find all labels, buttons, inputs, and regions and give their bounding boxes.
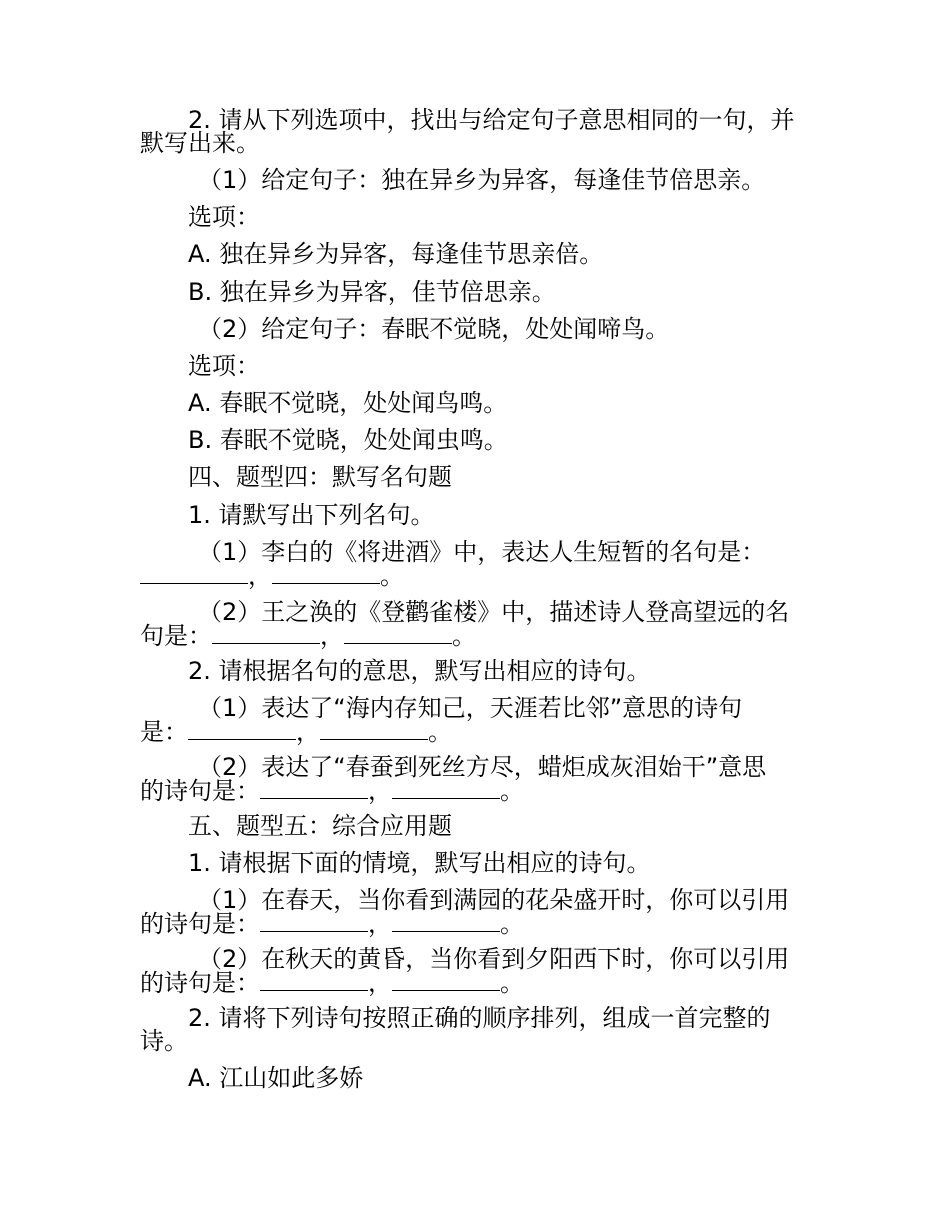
answer-blank[interactable] (188, 719, 296, 740)
section-4-q1: 1. 请默写出下列名句。 (188, 501, 435, 529)
option-b: B. 独在异乡为异客，佳节倍思亲。 (188, 278, 556, 306)
answer-blank[interactable] (320, 719, 428, 740)
section-5-q2: 2. 请将下列诗句按照正确的顺序排列，组成一首完整的 (188, 1004, 771, 1032)
options-label: 选项： (188, 352, 260, 380)
answer-blank[interactable] (272, 563, 380, 584)
answer-blank[interactable] (392, 911, 500, 932)
answer-blank[interactable] (212, 623, 320, 644)
question-2-2-given: （2）给定句子：春眠不觉晓，处处闻啼鸟。 (198, 315, 670, 343)
option-b: B. 春眠不觉晓，处处闻虫鸣。 (188, 426, 508, 454)
section-5-title: 五、题型五：综合应用题 (188, 812, 452, 840)
answer-blank-line: 的诗句是： ， 。 (140, 777, 524, 805)
section-4-q2: 2. 请根据名句的意思，默写出相应的诗句。 (188, 657, 651, 685)
section-4-title: 四、题型四：默写名句题 (188, 463, 452, 491)
option-a: A. 春眠不觉晓，处处闻鸟鸣。 (188, 389, 508, 417)
answer-blank[interactable] (344, 623, 452, 644)
question-2-heading: 2. 请从下列选项中，找出与给定句子意思相同的一句，并 (188, 106, 795, 134)
section-5-q2-cont: 诗。 (140, 1027, 188, 1055)
section-5-q1: 1. 请根据下面的情境，默写出相应的诗句。 (188, 849, 651, 877)
question-2-heading-cont: 默写出来。 (140, 129, 260, 157)
answer-blank[interactable] (140, 563, 248, 584)
section-4-q2-2: （2）表达了“春蚕到死丝方尽，蜡炬成灰泪始干”意思 (198, 753, 767, 781)
section-4-q2-1: （1）表达了“海内存知己，天涯若比邻”意思的诗句 (198, 694, 743, 722)
section-4-q1-1: （1）李白的《将进酒》中，表达人生短暂的名句是： (198, 538, 766, 566)
arrange-option-a: A. 江山如此多娇 (188, 1064, 364, 1092)
section-4-q1-2: （2）王之涣的《登鹳雀楼》中，描述诗人登高望远的名 (198, 598, 790, 626)
answer-blank-line: 的诗句是： ， 。 (140, 910, 524, 938)
answer-blank-line: 句是： ， 。 (140, 622, 476, 650)
answer-blank[interactable] (260, 911, 368, 932)
answer-blank[interactable] (260, 970, 368, 991)
section-5-q1-1: （1）在春天，当你看到满园的花朵盛开时，你可以引用 (198, 886, 790, 914)
answer-blank[interactable] (260, 778, 368, 799)
answer-blank-line: 是： ， 。 (140, 718, 452, 746)
section-5-q1-2: （2）在秋天的黄昏，当你看到夕阳西下时，你可以引用 (198, 945, 790, 973)
answer-blank-line: 的诗句是： ， 。 (140, 969, 524, 997)
options-label: 选项： (188, 203, 260, 231)
option-a: A. 独在异乡为异客，每逢佳节思亲倍。 (188, 240, 604, 268)
answer-blank[interactable] (392, 778, 500, 799)
answer-blank[interactable] (392, 970, 500, 991)
answer-blank-line: ， 。 (140, 563, 820, 588)
question-2-1-given: （1）给定句子：独在异乡为异客，每逢佳节倍思亲。 (198, 166, 766, 194)
